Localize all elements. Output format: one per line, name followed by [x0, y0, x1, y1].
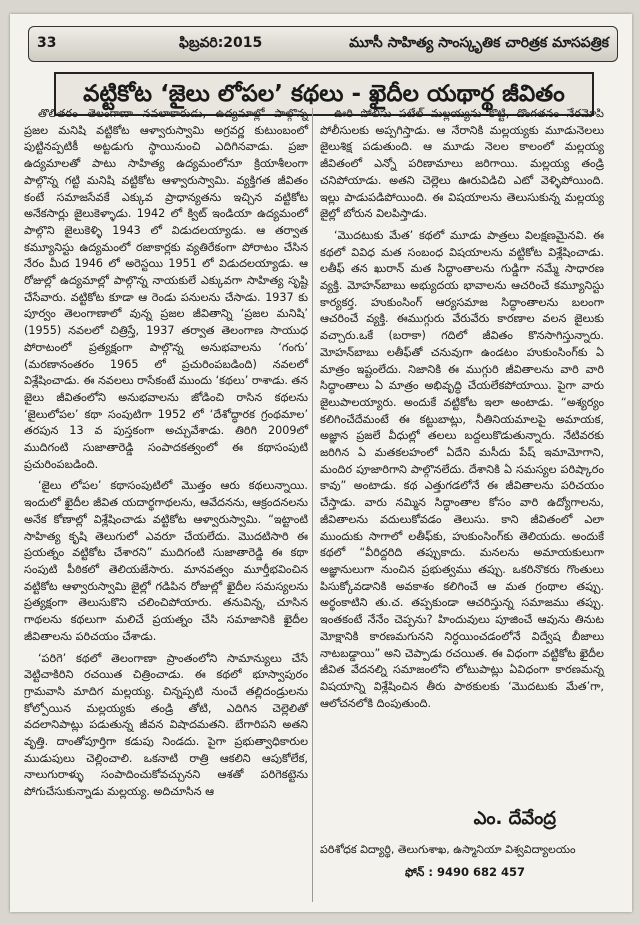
author-affiliation: పరిశోధక విద్యార్థి, తెలుగుశాఖ, ఉస్మానియా విశ్వవిద్యాలయం	[320, 843, 576, 856]
issue-date: ఫిబ్రవరి:2015	[179, 35, 263, 51]
page-number: 33	[37, 35, 57, 51]
author-block	[320, 808, 610, 882]
paragraph: ‘పరిగె’ కథలో తెలంగాణా ప్రాంతంలోని సామాన్యులు చేసే వెట్టిచాకిరిని రచయిత చిత్రించాడు. ఈ కథలో భూస్వాపురం గ్రామవాసి మాదిగ మల్లయ్య. చిన్నప్పటి నుంచే తల్లిదండ్రులను కోల్పోయిన మల్లయ్యకు తండ్రి తోటి, ఎదిగిన చెల్లెలితో వదలానిపాట్లు పడుతున్న జీవన విషాదమతని. బేగారిపని అతని వృత్తి. దాంతోపూర్తిగా కడుపు నిండదు. పైగా ప్రభుత్వాధికారుల ముడుపులు చెల్లించాలి. ఒకనాటి రాత్రి ఆకలిని ఆపుకోలేక, నాలుగురాళ్ళు సంపాదించుకోవచ్చునని ఆశతో పరిగెకట్టెను పోగుచేసుకున్నాడు మల్లయ్య. అదిచూసిన ఆ	[24, 651, 308, 799]
left-column	[24, 106, 308, 806]
author-phone: ఫోన్ : 9490 682 457	[405, 865, 525, 879]
column-divider	[312, 108, 313, 902]
paragraph: తొలితరం తెలంగాణా నవలాకారుడు, ఉద్యమాల్లో పాల్గొన్న ప్రజల మనిషి వట్టికోట ఆళ్వారుస్వామి అగ్రవర్ణ కుటుంబంలో పుట్టినప్పటికీ అట్టడుగు స్థాయినుంచి ఎదిగినవాడు. ప్రజా ఉద్యమాలతో పాటు సాహిత్య ఉద్యమంలోనూ క్రియాశీలంగా పాల్గొన్న గట్టి మనిషి వట్టికోట ఆళ్వారుస్వామి. వ్యక్తిగత జీవితం కంటే సమాజసేవకే ఎక్కువ ప్రాధాన్యతను ఇచ్చిన వట్టికోట అనేకసార్లు జైలుకెళ్ళాడు. 1942 లో క్విట్ ఇండియా ఉద్యమంలో పాల్గొని జైలుకెళ్ళి 1943 లో విడుదలయ్యాడు. ఆ తర్వాత కమ్యూనిస్టు ఉద్యమంలో రజాకార్లకు వ్యతిరేకంగా పోరాటం చేసిన నేరం మీద 1946 లో అరెస్టయి 1951 లో విడుదలయ్యాడు. ఆ రోజుల్లో ఉద్యమాల్లో పాల్గొన్న నాయకులే ఎక్కువగా సాహిత్య సృష్టి చేసేవారు. వట్టికోట కూడా ఆ రెండు పనులను చేసాడు. 1937 కు పూర్వం తెలంగాణాలో వున్న ప్రజల జీవితాన్ని ‘ప్రజల మనిషి’ (1955) నవలలో చిత్రిస్తే, 1937 తర్వాత తెలంగాణ సాయుధ పోరాటంలో ప్రత్యక్షంగా పాల్గొన్న అనుభవాలను ‘గంగు’ (మరణానంతరం 1965 లో ప్రచురింపబడింది) నవలలో విశ్లేషించాడు. ఈ నవలలు రాసేకంటే ముందు ‘కథలు’ రాశాడు. తన జైలు జీవితంలోని అనుభవాలను జోడించి రాసిన కథలను ‘జైలులోపల’ కథా సంపుటిగా 1952 లో ‘దేశోద్ధారక గ్రంథమాల’ తరపున 13 వ పుస్తకంగా అచ్చువేశాడు. తిరిగి 2009లో ముదిగంటి సుజాతారెడ్డి సంపాదకత్వంలో ఈ కథాసంపుటి ప్రచురింపబడింది.	[24, 107, 308, 471]
author-name: ఎం. దేవేంద్ర	[473, 808, 556, 829]
paragraph: ‘మొదటుకు మేత’ కథలో మూడు పాత్రలు విలక్షణమైనవి. ఈ కథలో వివిధ మత సంబంధ విషయాలను వట్టికోట విశ్లేషించాడు. లతీఫ్ తన ఖురాన్ మత సిద్ధాంతాలను గుడ్డిగా నమ్మే సాధారణ వ్యక్తి. మోహన్‌బాబు అభ్యుదయ భావాలను ఆచరించే కమ్యూనిస్టు కార్యకర్త. హుకుంసింగ్ ఆర్యసమాజ సిద్ధాంతాలను బలంగా ఆచరించే వ్యక్తి. ఈముగ్గురు వేరువేరు కారణాల వలన జైలుకు వచ్చారు.ఒకే (బరాకా) గదిలో జీవితం కొనసాగిస్తున్నారు. మోహన్‌బాబు లతీఫ్‌తో చనువుగా ఉండటం హుకుంసింగ్‌కు ఏ మాత్రం ఇష్టంలేదు. నిజానికి ఈ ముగ్గురి జీవితాలను వారి వారి సిద్ధాంతాలు ఏ మాత్రం అభివృద్ధి చేయలేకపోయాయి. పైగా వారు జైలుపాలయ్యారు. అందుకే వట్టికోట ఇలా అంటాడు. “అశ్యర్యం కలిగించేదేమంటే ఈ కట్టుబాట్లు, నీతినియమాలపై అమాయక, అజ్ఞాన ప్రజలే వీధుల్లో తలలు బద్దలుకొడుతున్నారు. నేటివరకు జరిగిన ఏ మతకలహంలో ఏదేని మసీదు పేష్ ఇమామోగాని, మందిర పూజారిగాని పాల్గొనలేదు. దేశానికి ఏ సమస్యల పరిష్కారం కావు” అంటాడు. కథ ఎత్తుగడలోనే ఈ జీవితాలను పరిచయం చేస్తాడు. వారు నమ్మిన సిద్ధాంతాల కోసం వారి ఉద్యోగాలను, జీవితాలను వదులుకోవడం తెలుసు. కాని జీవితంలో ఎలా ముందుకు సాగాలో లతీఫ్‌కు, హుకుంసింగ్‌కు తెలియదు. అందుకే కథలో “వీరిద్దరిది తప్పుకాదు. మనలను అమాయకులుగా అజ్ఞానులుగా నుంచిన ప్రభుత్వము తప్పు. ఒకరినొకరు గొంతులు పిసుక్కోవడానికి అవకాశం కలిగించే ఆ మత గ్రంథాల తప్పు. అర్థంకాటిని తు.చ. తప్పకుండా ఆచరిస్తున్న సమాజము తప్పు. ఇంతకంటే నేనేం చెప్పను? హిందువులు పూజించే ఆవును తినుట మోక్షానికి కారణమగునని నిర్ధయించడంలోనే విద్వేష బీజాలు నాటబడ్డాయి” అని చెప్పాడు రచయిత. ఈ విధంగా వట్టికోట ఖైదీల జీవిత వేదనల్ని సమాజంలోని లోటుపాట్లు ఏవిధంగా కారణమన్న విషయాన్ని విశ్లేషించిన తీరు పాఠకులకు ‘మొదటుకు మేత’గా, ఆలోచనలోకి దింపుతుంది.	[320, 228, 604, 710]
magazine-name: మూసీ సాహిత్య సాంస్కృతిక చారిత్రక మాసపత్రిక	[349, 35, 609, 51]
right-column	[320, 106, 604, 717]
article-title: వట్టికోట ‘జైలు లోపల’ కథలు - ఖైదీల యథార్థ జీవితం	[83, 81, 565, 107]
paragraph: ఊరి పోలీసు పటేల్ మల్లయ్యను కొట్టి, దొంగతనం నేరమోపి పోలీసులకు అప్పగిస్తాడు. ఆ నేరానికి మల్లయ్యకు మూడునెలలు జైలుశిక్ష పడుతుంది. ఆ మూడు నెలల కాలంలో మల్లయ్య జీవితంలో ఎన్నో పరిణామాలు జరిగాయి. మల్లయ్య తండ్రి చనిపోయాడు. అతని చెల్లెలు ఊరువిడిచి ఎటో వెళ్ళిపోయింది. ఇల్లు పాడుపడిపోయింది. ఈ విషయాలను తెలుసుకున్న మల్లయ్య జైల్లో బోరున విలపిస్తాడు.	[320, 107, 604, 221]
paragraph: ‘జైలు లోపల’ కథాసంపుటిలో మొత్తం ఆరు కథలున్నాయి. ఇందులో ఖైదీల జీవిత యదార్థగాథలను, ఆవేదనను, ఆక్రందనలను అనేక కోణాల్లో విశ్లేషించాడు వట్టికోట ఆళ్వారుస్వామి. “ఇట్టాంటి సాహిత్య కృషి తెలుగులో ఎవరూ చేయలేదు. మొదటిసారి ఈ ప్రయత్నం వట్టికోట చేశారని” ముదిగంటి సుజాతారెడ్డి ఈ కథా సంపుటి పీఠికలో తెలియజేసారు. మానవత్వం మూర్తీభవించిన వట్టికోట ఆళ్వారుస్వామి జైల్లో గడిపిన రోజుల్లో ఖైదీల సమస్యలను ప్రత్యక్షంగా తెలుసుకొని చలించిపోయారు. తనువిన్న, చూసిన గాథలను కథలుగా మలిచే ప్రయత్నం చేసి సమాజానికి ఖైదీల జీవితాలను పరిచయం చేశాడు.	[24, 479, 308, 643]
page-header	[28, 26, 618, 62]
